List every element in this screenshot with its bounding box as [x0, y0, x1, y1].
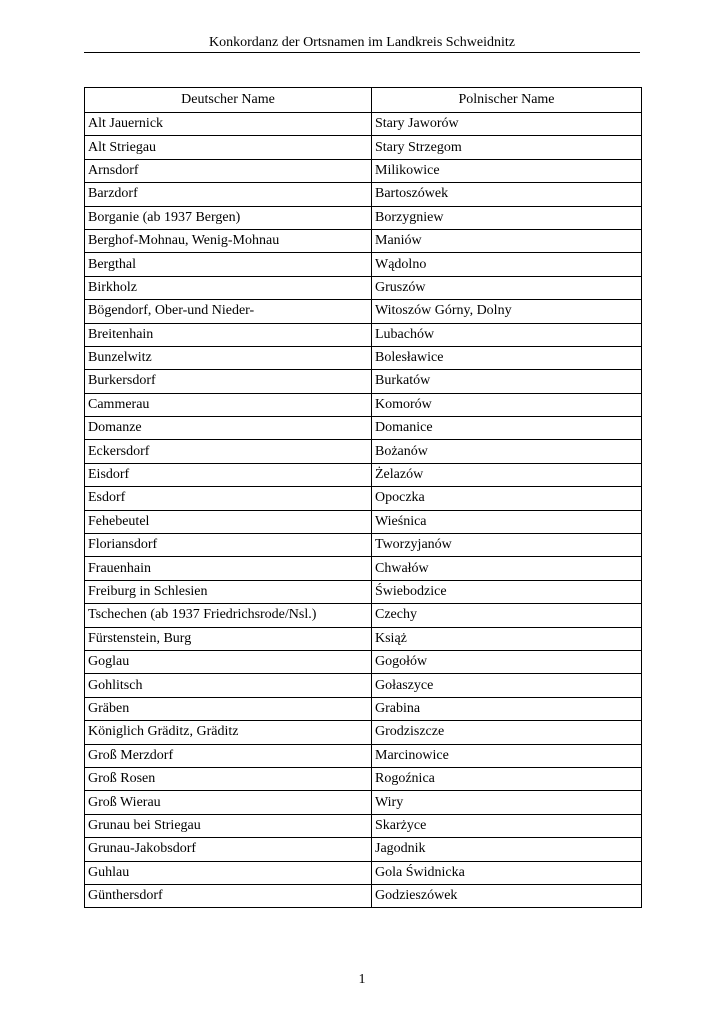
german-name-cell: Barzdorf [85, 183, 372, 206]
table-body [85, 113, 642, 908]
polish-name-cell: Opoczka [372, 487, 642, 510]
polish-name-cell: Gogołów [372, 650, 642, 673]
polish-name-cell: Bożanów [372, 440, 642, 463]
table-row [85, 276, 642, 299]
table-row [85, 487, 642, 510]
german-name-cell: Birkholz [85, 276, 372, 299]
german-name-cell: Floriansdorf [85, 534, 372, 557]
table-row [85, 440, 642, 463]
german-name-cell: Burkersdorf [85, 370, 372, 393]
table-row [85, 346, 642, 369]
polish-name-cell: Domanice [372, 417, 642, 440]
german-name-cell: Groß Merzdorf [85, 744, 372, 767]
german-name-cell: Bunzelwitz [85, 346, 372, 369]
german-name-cell: Esdorf [85, 487, 372, 510]
table-row [85, 206, 642, 229]
polish-name-cell: Gołaszyce [372, 674, 642, 697]
table-row [85, 650, 642, 673]
table-row [85, 884, 642, 907]
table-row [85, 674, 642, 697]
page-header [84, 34, 640, 53]
german-name-cell: Breitenhain [85, 323, 372, 346]
page-number: 1 [358, 972, 366, 987]
german-name-cell: Frauenhain [85, 557, 372, 580]
table-row [85, 323, 642, 346]
table-row [85, 791, 642, 814]
german-name-cell: Alt Jauernick [85, 113, 372, 136]
german-name-cell: Arnsdorf [85, 159, 372, 182]
polish-name-cell: Skarżyce [372, 814, 642, 837]
table-row [85, 510, 642, 533]
german-name-cell: Gohlitsch [85, 674, 372, 697]
german-name-cell: Bögendorf, Ober-und Nieder- [85, 300, 372, 323]
table-row [85, 417, 642, 440]
polish-name-cell: Książ [372, 627, 642, 650]
polish-name-cell: Wiry [372, 791, 642, 814]
table-row [85, 604, 642, 627]
polish-name-cell: Chwałów [372, 557, 642, 580]
table-row [85, 463, 642, 486]
polish-name-cell: Żelazów [372, 463, 642, 486]
german-name-cell: Grunau bei Striegau [85, 814, 372, 837]
polish-name-cell: Wądolno [372, 253, 642, 276]
column-header-german-name: Deutscher Name [85, 88, 372, 113]
polish-name-cell: Maniów [372, 229, 642, 252]
german-name-cell: Cammerau [85, 393, 372, 416]
german-name-cell: Eisdorf [85, 463, 372, 486]
german-name-cell: Königlich Gräditz, Gräditz [85, 721, 372, 744]
polish-name-cell: Grodziszcze [372, 721, 642, 744]
polish-name-cell: Borzygniew [372, 206, 642, 229]
table-row [85, 229, 642, 252]
table-row [85, 814, 642, 837]
table-row [85, 838, 642, 861]
table-row [85, 534, 642, 557]
german-name-cell: Eckersdorf [85, 440, 372, 463]
german-name-cell: Fürstenstein, Burg [85, 627, 372, 650]
table-row [85, 300, 642, 323]
polish-name-cell: Milikowice [372, 159, 642, 182]
polish-name-cell: Witoszów Górny, Dolny [372, 300, 642, 323]
german-name-cell: Tschechen (ab 1937 Friedrichsrode/Nsl.) [85, 604, 372, 627]
table-row [85, 580, 642, 603]
polish-name-cell: Gola Świdnicka [372, 861, 642, 884]
german-name-cell: Bergthal [85, 253, 372, 276]
polish-name-cell: Godzieszówek [372, 884, 642, 907]
polish-name-cell: Tworzyjanów [372, 534, 642, 557]
table-row [85, 393, 642, 416]
table-row [85, 370, 642, 393]
german-name-cell: Freiburg in Schlesien [85, 580, 372, 603]
table-row [85, 159, 642, 182]
german-name-cell: Borganie (ab 1937 Bergen) [85, 206, 372, 229]
page-title: Konkordanz der Ortsnamen im Landkreis Schweidnitz [209, 35, 515, 50]
table-row [85, 861, 642, 884]
german-name-cell: Domanze [85, 417, 372, 440]
polish-name-cell: Gruszów [372, 276, 642, 299]
german-name-cell: Fehebeutel [85, 510, 372, 533]
polish-name-cell: Marcinowice [372, 744, 642, 767]
polish-name-cell: Jagodnik [372, 838, 642, 861]
german-name-cell: Goglau [85, 650, 372, 673]
german-name-cell: Grunau-Jakobsdorf [85, 838, 372, 861]
table-row [85, 557, 642, 580]
german-name-cell: Berghof-Mohnau, Wenig-Mohnau [85, 229, 372, 252]
polish-name-cell: Stary Strzegom [372, 136, 642, 159]
table-row [85, 697, 642, 720]
polish-name-cell: Świebodzice [372, 580, 642, 603]
table-row [85, 627, 642, 650]
german-name-cell: Alt Striegau [85, 136, 372, 159]
polish-name-cell: Rogoźnica [372, 767, 642, 790]
german-name-cell: Groß Rosen [85, 767, 372, 790]
concordance-table [84, 87, 642, 908]
table-row [85, 744, 642, 767]
polish-name-cell: Grabina [372, 697, 642, 720]
table-row [85, 113, 642, 136]
german-name-cell: Guhlau [85, 861, 372, 884]
german-name-cell: Gräben [85, 697, 372, 720]
polish-name-cell: Lubachów [372, 323, 642, 346]
german-name-cell: Günthersdorf [85, 884, 372, 907]
table-header-row [85, 88, 642, 113]
polish-name-cell: Burkatów [372, 370, 642, 393]
polish-name-cell: Stary Jaworów [372, 113, 642, 136]
table-row [85, 136, 642, 159]
column-header-polish-name: Polnischer Name [372, 88, 642, 113]
table-row [85, 721, 642, 744]
table-row [85, 253, 642, 276]
polish-name-cell: Komorów [372, 393, 642, 416]
polish-name-cell: Bartoszówek [372, 183, 642, 206]
german-name-cell: Groß Wierau [85, 791, 372, 814]
table-row [85, 767, 642, 790]
polish-name-cell: Wieśnica [372, 510, 642, 533]
polish-name-cell: Czechy [372, 604, 642, 627]
polish-name-cell: Bolesławice [372, 346, 642, 369]
table-row [85, 183, 642, 206]
